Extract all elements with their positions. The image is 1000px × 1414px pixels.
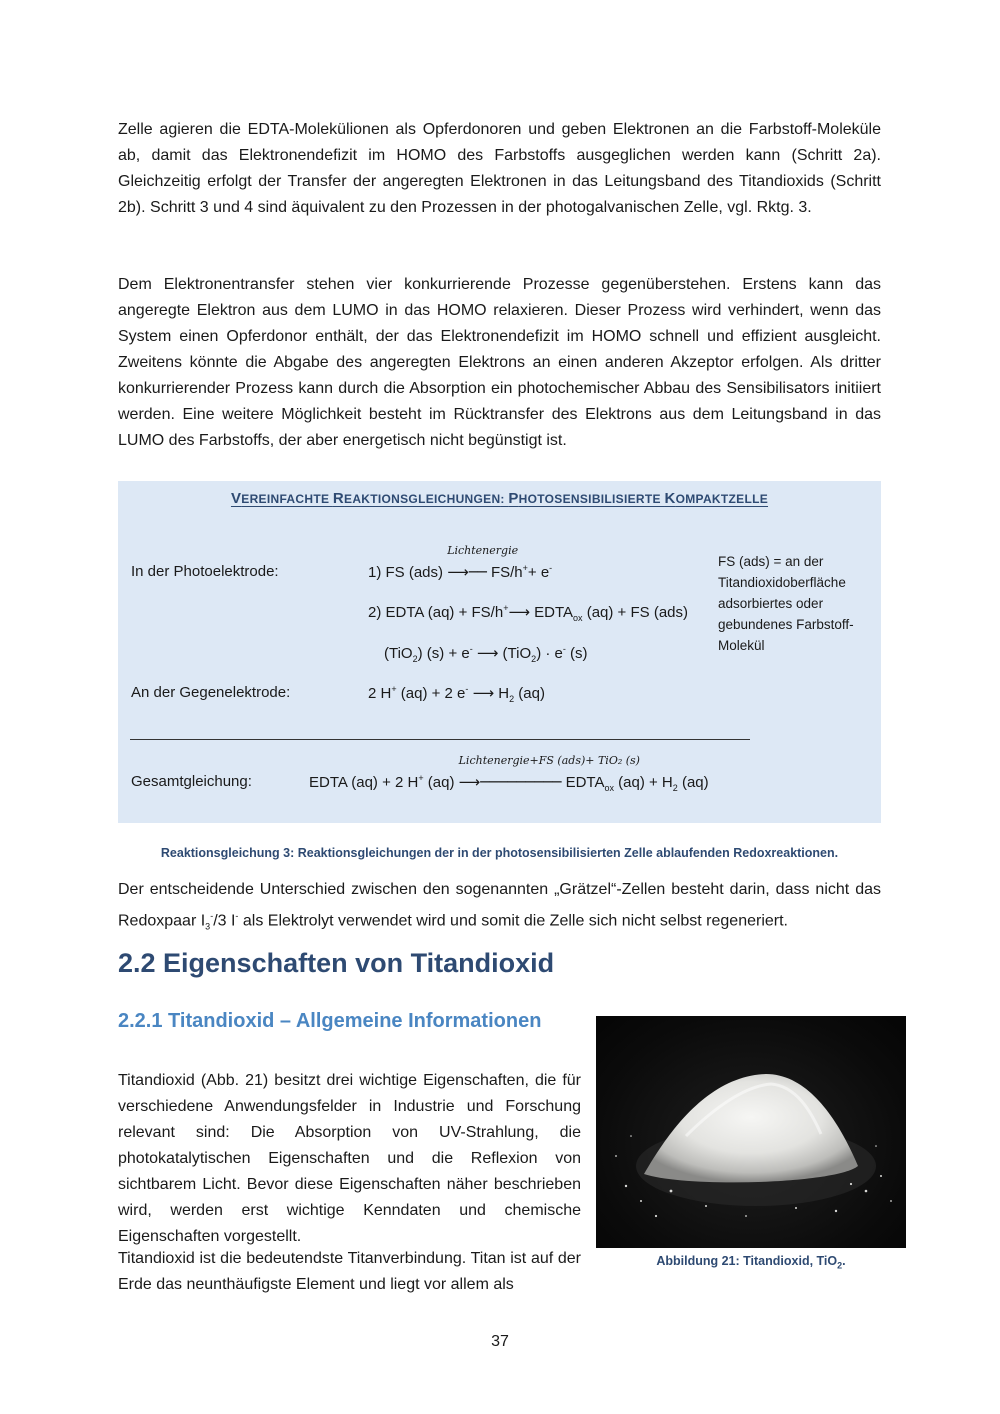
reaction-equations-box [118, 481, 881, 823]
page-number: 37 [491, 1333, 509, 1350]
subsection-heading: 2.2.1 Titandioxid – Allgemeine Informationen [118, 1010, 542, 1032]
paragraph-graetzel-difference: Der entscheidende Unterschied zwischen den sogenannten „Grätzel“-Zellen besteht darin, dass nicht das Redoxpaar $I_3^-/3$ I- als Elektrolyt verwendet wird und somit die Zelle sich nicht selbst regeneriert. [118, 881, 881, 932]
separator-line [130, 739, 750, 740]
paragraph-intro: Zelle agieren die EDTA-Molekülionen als Opferdonoren und geben Elektronen an die Farbstoff-Moleküle ab, damit das Elektronendefizit im HOMO des Farbstoffs ausgeglichen werden kann (Schritt 2a). Gleichzeitig erfolgt der Transfer der angeregten Elektronen in das Leitungsband des Titandioxids (Schritt 2b). Schritt 3 und 4 sind äquivalent zu den Prozessen in der photogalvanischen Zelle, vgl. Rktg. 3. [118, 121, 881, 216]
label-counter-electrode: An der Gegenelektrode: [131, 684, 291, 701]
equation-4: 2 H+ (aq) + 2 e- ⟶ $H_2$ (aq) [368, 684, 545, 704]
label-total-equation: Gesamtgleichung: [131, 773, 252, 790]
arrow-label-light: Lichtenergie [447, 544, 519, 557]
equation-3: (TiO$_2$) (s) + e- ⟶ (TiO$_2$) · e- (s) [384, 644, 588, 664]
equation-2: 2) EDTA (aq) + FS/h+⟶ $EDTA_{ox}$ (aq) + FS (ads) [368, 603, 688, 623]
titanium-dioxide-photo [596, 1016, 906, 1248]
note-fs-ads: FS (ads) = an der Titandioxidoberfläche adsorbiertes oder gebundenes Farbstoff-Molekül [718, 554, 854, 653]
caption-figure-21: Abbildung 21: Titandioxid, TiO$_2$. [656, 1254, 846, 1271]
equation-total: EDTA (aq) + 2 H+ (aq) Lichtenergie+FS (ads)+ TiO₂ (s) ⟶───────── $EDTA_{ox}$ $(aq) + H_2$ (aq) [309, 754, 709, 793]
section-heading: 2.2 Eigenschaften von Titandioxid [118, 948, 555, 978]
equation-1: 1) FS (ads) Lichtenergie ⟶── FS/h++ e- [368, 544, 553, 581]
arrow-label-total: Lichtenergie+FS (ads)+ TiO₂ (s) [458, 754, 640, 767]
paragraph-competing-processes: Dem Elektronentransfer stehen vier konkurrierende Prozesse gegenüberstehen. Erstens kann das angeregte Elektron aus dem LUMO in das HOMO relaxieren. Dieser Prozess wird verhindert, wenn das System einen Opferdonor enthält, der das Elektronendefizit im HOMO schnell und effizient ausgleicht. Zweitens könnte die Abgabe des angeregten Elektrons an einen anderen Akzeptor erfolgen. Als dritter konkurrierender Prozess kann durch die Absorption ein photochemischer Abbau des Sensibilisators initiiert werden. Eine weitere Möglichkeit besteht im Rücktransfer des Elektrons aus dem Leitungsband in das LUMO des Farbstoffs, der aber energetisch nicht begünstigt ist. [118, 276, 881, 449]
reaction-box-title: VEREINFACHTE REAKTIONSGLEICHUNGEN: PHOTOSENSIBILISIERTE KOMPAKTZELLE [230, 490, 769, 507]
paragraph-titanium-compound: Titandioxid ist die bedeutendste Titanverbindung. Titan ist auf der Erde das neunthäufigste Element und liegt vor allem als [118, 1250, 581, 1293]
caption-reaction-equation-3: Reaktionsgleichung 3: Reaktionsgleichungen der in der photosensibilisierten Zelle ablaufenden Redoxreaktionen. [160, 846, 839, 860]
paragraph-titanium-dioxide-properties: Titandioxid (Abb. 21) besitzt drei wichtige Eigenschaften, die für verschiedene Anwendungsfelder in Industrie und Forschung relevant sind: Die Absorption von UV-Strahlung, die photokatalytischen Eigenschaften und die Reflexion von sichtbarem Licht. Bevor diese Eigenschaften näher beschrieben wird, werden erst wichtige Kenndaten und chemische Eigenschaften vorgestellt. [118, 1072, 581, 1245]
label-photoelectrode: In der Photoelektrode: [131, 563, 279, 580]
